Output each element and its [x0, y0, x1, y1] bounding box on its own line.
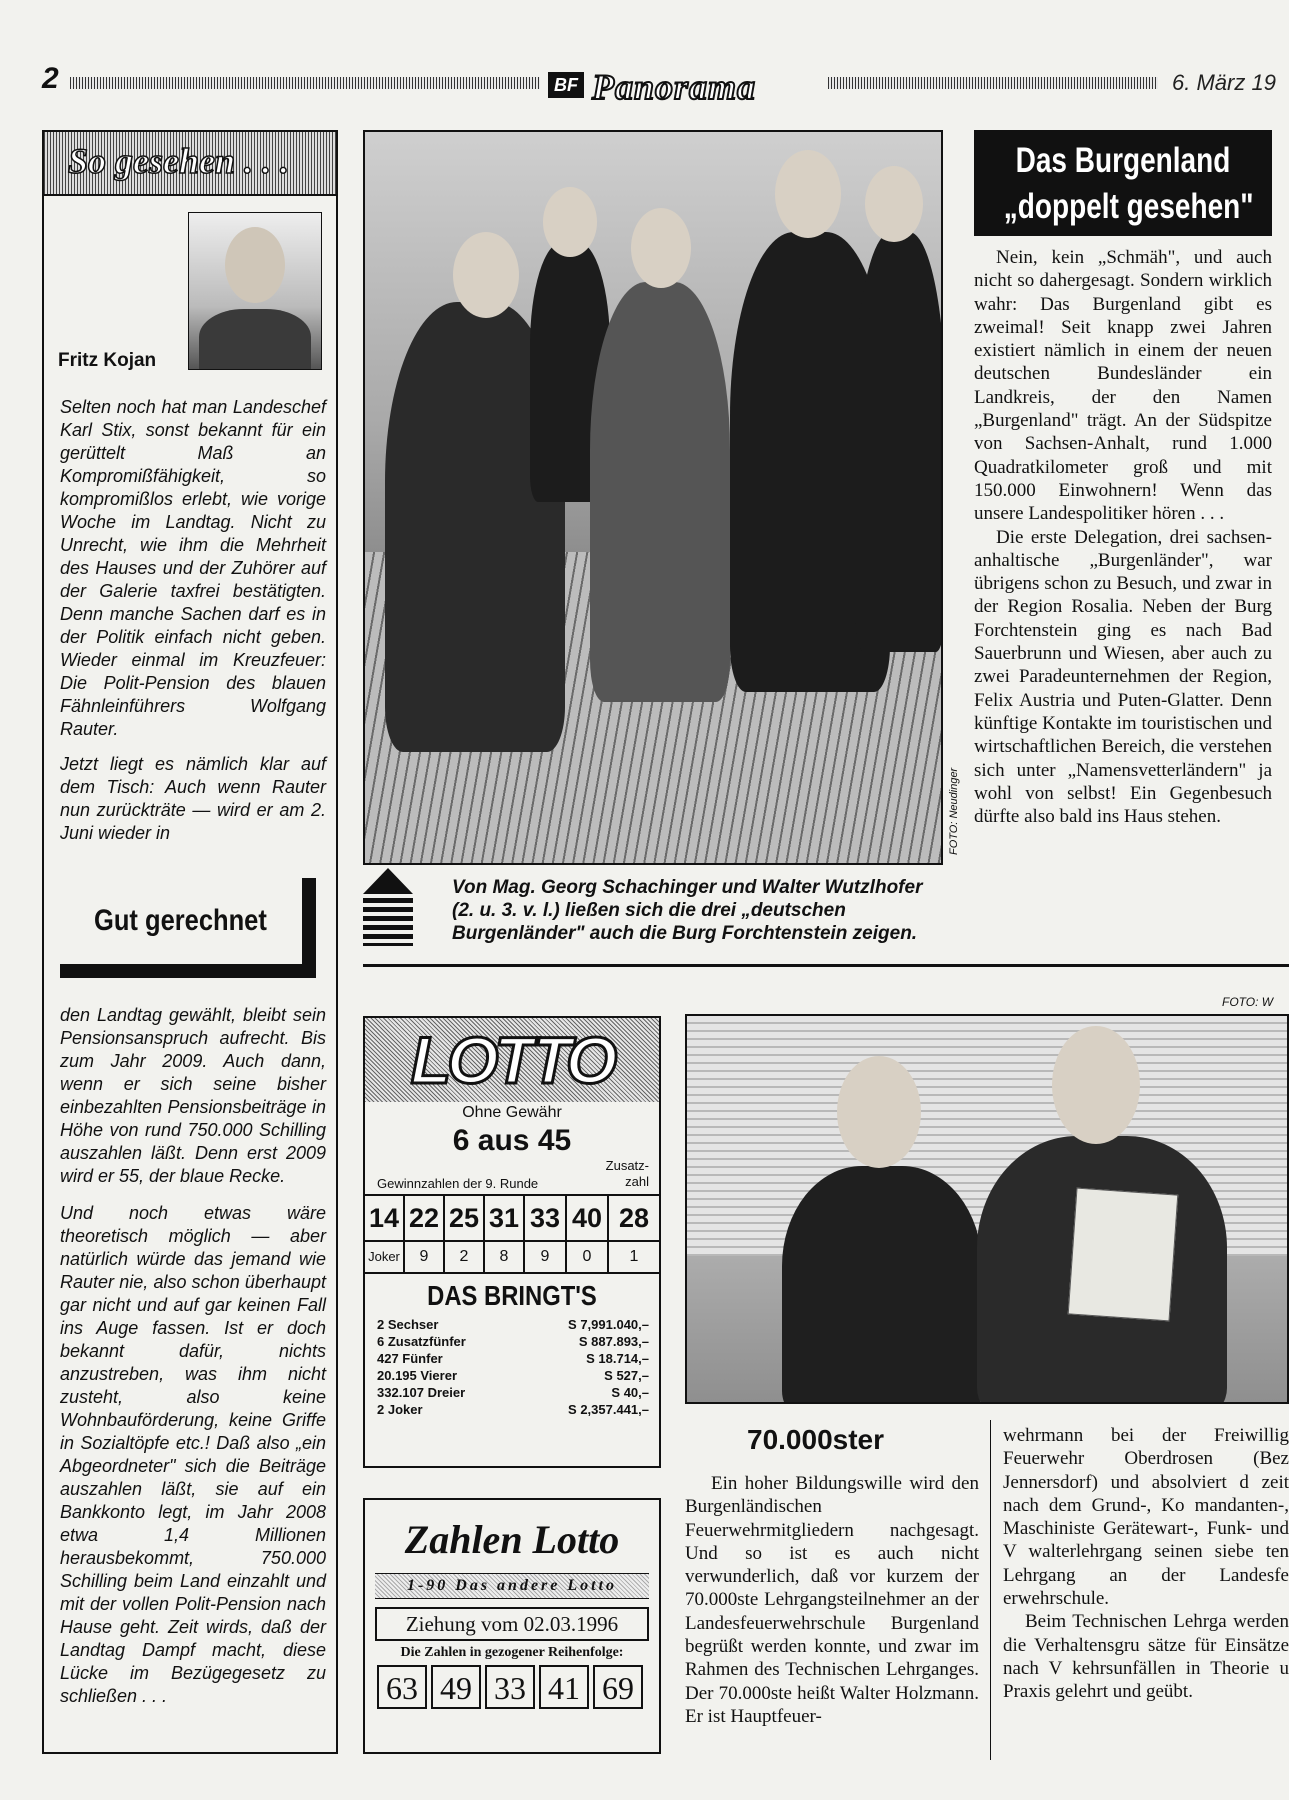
photo-credit-w: FOTO: W [1222, 995, 1274, 1009]
joker-digit: 2 [445, 1242, 485, 1272]
lotto-bonus-number: 28 [618, 1203, 650, 1233]
draw-order-label: Die Zahlen in gezogener Reihenfolge: [400, 1645, 624, 1660]
author-portrait [188, 212, 322, 370]
payout-title: DAS BRINGT'S [427, 1280, 597, 1311]
column-rule [990, 1420, 991, 1760]
payout-label: 6 Zusatzfünfer [377, 1334, 466, 1349]
column-title-bar [44, 132, 336, 196]
burgenland-para-1: Nein, kein „Schmäh", und auch nicht so dahergesagt. Sondern wirklich wahr: Das Burgenland gibt es zweimal! Seit knapp zwei Jahren existiert nämlich in einem der neuen deutschen Bundesländer ein Landkreis, der den Namen „Burgenland" trägt. An der Südspitze von Sachsen-Anhalt, rund 1.000 Quadratkilometer groß und mit 150.000 Einwohnern! Wenn das unsere Landespolitiker hören . . . [974, 247, 1272, 525]
lotto-number: 40 [567, 1196, 609, 1240]
zahlenlotto-box [363, 1498, 661, 1754]
lotto-number: 33 [525, 1196, 567, 1240]
joker-label: Joker [365, 1242, 405, 1272]
joker-row [365, 1242, 659, 1274]
payout-label: 332.107 Dreier [377, 1385, 466, 1400]
burgenland-article [974, 246, 1272, 828]
header-rule-left [70, 77, 540, 89]
feuerwehr-col-2 [1003, 1424, 1289, 1704]
photo-caption: Von Mag. Georg Schachinger und Walter Wutzlhofer (2. u. 3. v. l.) ließen sich die drei „deutschen Burgenländer" auch die Burg Forchtenstein zeigen. [452, 877, 923, 944]
page-number: 2 [42, 62, 59, 95]
lotto-numbers-row [365, 1194, 659, 1242]
photo-feuerwehr [685, 1014, 1289, 1404]
payout-label: 2 Sechser [377, 1317, 439, 1332]
joker-digit: 9 [405, 1242, 445, 1272]
section-divider [363, 964, 1289, 967]
headline-line-1: Das Burgenland [1015, 141, 1231, 180]
column-title: So gesehen . . . [68, 141, 290, 181]
headline-line-2: „doppelt gesehen" [1003, 187, 1254, 226]
joker-digit: 9 [525, 1242, 567, 1272]
payout-row [377, 1350, 649, 1367]
lotto-bonus-label: Zusatz- zahl [605, 1158, 649, 1189]
feuerwehr-col-1: Ein hoher Bildungswille wird den Burgenländischen Feuerwehrmitgliedern nachgesagt. Und so ist es auch nicht verwunderlich, daß vor kurzem der 70.000ste Lehrgangsteilnehmer an der Landesfeuerwehrschule Burgenland begrüßt werden konnte, und zwar im Rahmen des Technischen Lehrganges. Der 70.000ste heißt Walter Holzmann. Er ist Hauptfeuer- [685, 1473, 979, 1727]
section-title: Panorama [592, 67, 757, 107]
column-para-2: Jetzt liegt es nämlich klar auf dem Tisch: Auch wenn Rauter nun zurückträte — wird er am 2. Juni wieder in [60, 754, 326, 843]
zahlenlotto-number: 49 [431, 1665, 481, 1709]
zahlenlotto-number: 69 [593, 1665, 643, 1709]
joker-digit: 8 [485, 1242, 525, 1272]
column-body-bottom [60, 1004, 326, 1708]
zahlenlotto-number: 63 [377, 1665, 427, 1709]
photo-credit-neudinger: FOTO: Neudinger [948, 767, 960, 855]
zahlenlotto-number: 41 [539, 1665, 589, 1709]
subhead-box [60, 878, 316, 978]
lotto-game: 6 aus 45 [452, 1124, 572, 1157]
headline-box [974, 130, 1272, 236]
feuerwehr-col-2-para-2: Beim Technischen Lehrga werden die Verhaltensgru sätze für Einsätze nach V kehrsunfällen in Theorie u Praxis gelehrt und geübt. [1003, 1611, 1289, 1703]
payout-table [377, 1316, 649, 1418]
lotto-logo: LOTTO [410, 1023, 614, 1097]
column-so-gesehen [42, 130, 338, 1754]
caption-arrow-icon [363, 868, 413, 950]
lotto-number: 14 [365, 1196, 405, 1240]
payout-amount: S 40,– [611, 1385, 649, 1400]
payout-label: 427 Fünfer [377, 1351, 443, 1366]
lotto-disclaimer: Ohne Gewähr [462, 1104, 562, 1121]
column-para-4: Und noch etwas wäre theoretisch möglich — aber natürlich würde das jemand wie Rauter nie, also schon überhaupt gar nicht und auf gar keinen Fall ins Auge fassen. Ist er doch bekannt dafür, nichts anzustreben, was ihm nicht zusteht, also keine Wohnbauförderung, keine Griffe in Sozialtöpfe etc.! Daß also „ein Abgeordneter" sich die Beiträge auszahlen läßt, sie auf ein Bankkonto legt, im Jahr 2008 etwa 1,4 Millionen herausbekommt, 750.000 Schilling beim Land einzahlt und mit der vollen Polit-Pension nach Hause geht. Zeit wirds, daß der Landtag Dampf macht, diese Lücke im Bezügegesetz zu schließen . . . [60, 1203, 326, 1706]
lotto-number: 31 [485, 1196, 525, 1240]
draw-date: Ziehung vom 02.03.1996 [375, 1607, 649, 1641]
lotto-logo-bar [365, 1018, 659, 1102]
lotto-round-label: Gewinnzahlen der 9. Runde [377, 1176, 539, 1191]
payout-row [377, 1333, 649, 1350]
feuerwehr-col-2-para-1: wehrmann bei der Freiwillig Feuerwehr Oberdrosen (Bez Jennersdorf) und absolviert d zeit nach dem Grund-, Ko mandanten-, Maschiniste Gerätewart-, Funk- und V walterlehrgang seinen siebe ten Lehrgang an der Landesfe erwehrschule. [1003, 1425, 1289, 1610]
payout-row [377, 1367, 649, 1384]
zahlenlotto-numbers [377, 1665, 649, 1709]
page-date: 6. März 19 [1172, 70, 1276, 95]
payout-row [377, 1401, 649, 1418]
payout-amount: S 18.714,– [586, 1351, 649, 1366]
lotto-box [363, 1016, 661, 1468]
payout-amount: S 527,– [604, 1368, 649, 1383]
payout-label: 20.195 Vierer [377, 1368, 457, 1383]
lotto-number: 25 [445, 1196, 485, 1240]
zahlenlotto-tagline: 1-90 Das andere Lotto [375, 1573, 649, 1599]
column-para-1: Selten noch hat man Landeschef Karl Stix, sonst bekannt für ein gerüttelt Maß an Kompromißfähigkeit, so kompromißlos erlebt, wie vorige Woche im Landtag. Nicht zu Unrecht, wie ihm die Mehrheit des Hauses und der Zuhörer auf der Galerie taxfrei bestätigten. Denn manche Sachen darf es in der Politik einfach nicht geben. Wieder einmal im Kreuzfeuer: Die Polit-Pension des blauen Fähnleinführers Wolfgang Rauter. [60, 397, 326, 739]
lotto-number: 22 [405, 1196, 445, 1240]
photo-delegation [363, 130, 943, 865]
feuerwehr-headline: 70.000ster [747, 1424, 885, 1455]
joker-digit: 1 [629, 1248, 639, 1265]
payout-amount: S 2,357.441,– [568, 1402, 649, 1417]
payout-amount: S 7,991.040,– [568, 1317, 649, 1332]
subhead-gut-gerechnet: Gut gerechnet [94, 904, 267, 937]
joker-digit: 0 [567, 1242, 609, 1272]
zahlenlotto-number: 33 [485, 1665, 535, 1709]
payout-row [377, 1384, 649, 1401]
bf-logo [548, 72, 584, 98]
column-body-top [60, 396, 326, 845]
bf-logo-text: BF [554, 75, 578, 95]
column-para-3: den Landtag gewählt, bleibt sein Pensionsanspruch aufrecht. Bis zum Jahr 2009. Auch dann, wenn er sich seine bisher einbezahlten Pensionsbeiträge in Höhe von rund 750.000 Schilling auszahlen läßt. Denn erst 2009 wird er 55, der blaue Recke. [60, 1005, 326, 1186]
payout-row [377, 1316, 649, 1333]
header-rule-right [828, 77, 1158, 89]
zahlenlotto-logo: Zahlen Lotto [404, 1517, 620, 1562]
payout-label: 2 Joker [377, 1402, 423, 1417]
author-name: Fritz Kojan [58, 350, 157, 371]
burgenland-para-2: Die erste Delegation, drei sachsen-anhaltische „Burgenländer", war übrigens schon zu Besuch, und zwar in der Region Rosalia. Neben der Burg Forchtenstein ging es nach Bad Sauerbrunn und Wiesen, aber auch zu zwei Paradeunternehmen der Region, Felix Austria und Puten-Glatter. Denn künftige Kontakte im touristischen und wirtschaftlichen Bereich, die verstehen sich unter „Namensvetterländern" ja wohl von selbst! Ein Gegenbesuch dürfte also bald ins Haus stehen. [974, 526, 1272, 828]
payout-amount: S 887.893,– [578, 1334, 649, 1349]
